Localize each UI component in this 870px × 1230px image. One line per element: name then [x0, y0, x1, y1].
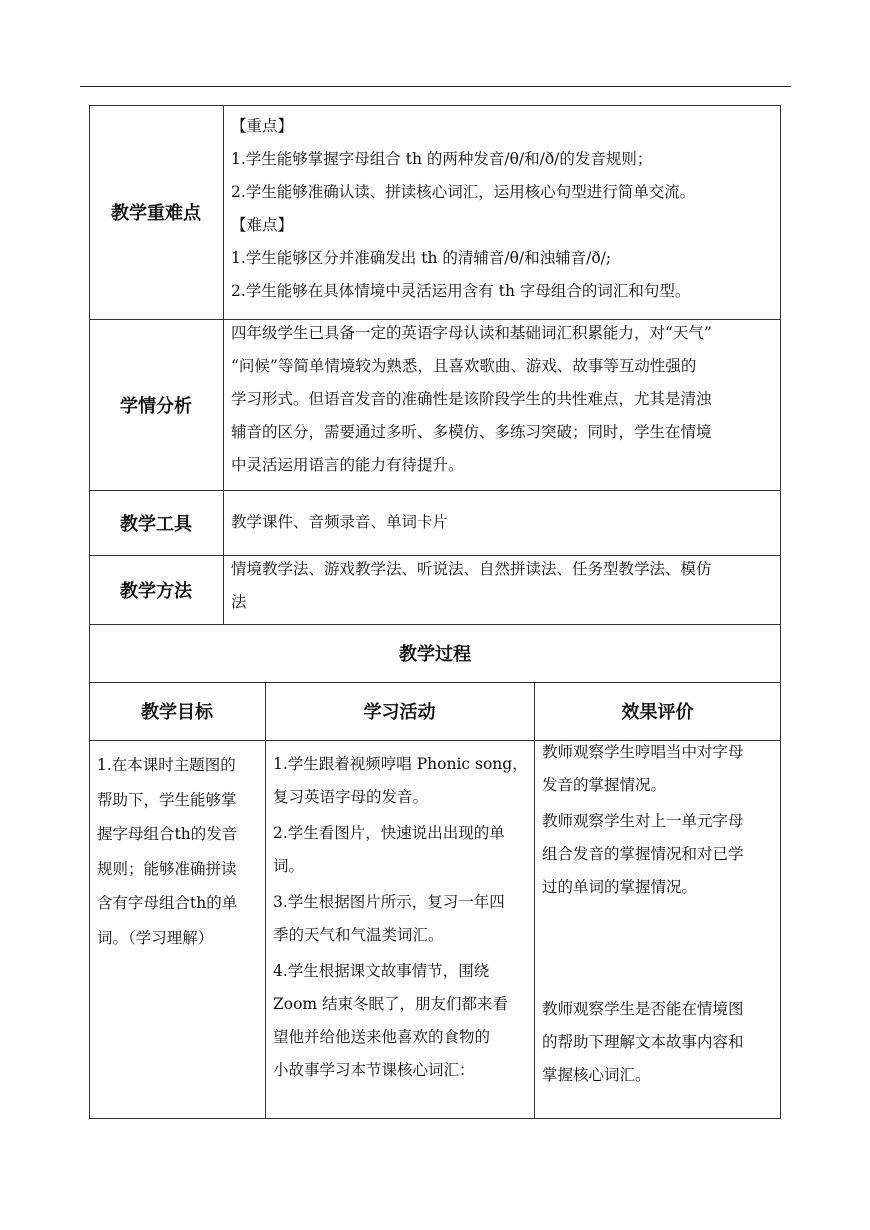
- objective-line: 帮助下，学生能够掌: [97, 790, 237, 809]
- learner-analysis-line: 辅音的区分，需要通过多听、多模仿、多练习突破；同时，学生在情境: [231, 423, 712, 441]
- objective-line: 规则；能够准确拼读: [97, 859, 237, 878]
- activity-line: 望他并给他送来他喜欢的食物的: [273, 1028, 491, 1046]
- activity-item: [273, 817, 531, 883]
- process-title: 教学过程: [399, 644, 471, 665]
- header-activity: 学习活动: [363, 702, 436, 723]
- key-points-line: 1.学生能够掌握字母组合 th 的两种发音/θ/和/ð/的发音规则；: [231, 150, 653, 168]
- evaluation-line: 掌握核心词汇。: [542, 1066, 651, 1084]
- activity-line: 复习英语字母的发音。: [273, 788, 429, 806]
- objective-line: 1.在本课时主题图的: [97, 756, 236, 774]
- header-rule: [80, 86, 791, 87]
- activity-line: 2.学生看图片，快速说出出现的单: [273, 824, 505, 842]
- evaluation-content-top: [542, 736, 778, 904]
- column-divider: [534, 682, 535, 1119]
- objective-line: 握字母组合th的发音: [97, 825, 238, 843]
- tools-content: 教学课件、音频录音、单词卡片: [231, 513, 449, 531]
- activity-content: [273, 748, 531, 1090]
- activity-item: [273, 955, 531, 1087]
- evaluation-line: 教师观察学生哼唱当中对字母: [542, 743, 744, 761]
- header-evaluation: 效果评价: [621, 702, 694, 723]
- activity-item: [273, 748, 531, 814]
- header-objective: 教学目标: [141, 702, 213, 723]
- objective-content: [97, 748, 262, 955]
- learner-analysis-line: 四年级学生已具备一定的英语字母认读和基础词汇积累能力，对“天气”: [231, 324, 712, 342]
- activity-line: 1.学生跟着视频哼唱 Phonic song，: [273, 755, 528, 773]
- activity-line: 小故事学习本节课核心词汇：: [273, 1061, 475, 1079]
- learner-analysis-line: “问候”等简单情境较为熟悉，且喜欢歌曲、游戏、故事等互动性强的: [231, 357, 697, 375]
- evaluation-line: 发音的掌握情况。: [542, 776, 667, 794]
- learner-analysis-content: [231, 317, 779, 482]
- methods-label: 教学方法: [120, 580, 192, 602]
- key-points-label: 教学重难点: [111, 203, 201, 224]
- learner-analysis-line: 学习形式。但语音发音的准确性是该阶段学生的共性难点，尤其是清浊: [231, 390, 712, 408]
- evaluation-content-bottom: [542, 993, 778, 1092]
- evaluation-line: 组合发音的掌握情况和对已学: [542, 845, 744, 863]
- activity-line: 3.学生根据图片所示，复习一年四: [273, 893, 505, 911]
- learner-analysis-label: 学情分析: [120, 395, 192, 417]
- key-points-line: 1.学生能够区分并准确发出 th 的清辅音/θ/和浊辅音/ð/;: [231, 249, 612, 267]
- objective-line: 含有字母组合th的单: [97, 894, 238, 912]
- key-points-line: 【重点】: [231, 117, 294, 135]
- key-points-line: 2.学生能够在具体情境中灵活运用含有 th 字母组合的词汇和句型。: [231, 282, 691, 300]
- activity-item: [273, 886, 531, 952]
- evaluation-line: 教师观察学生对上一单元字母: [542, 812, 744, 830]
- methods-content: [231, 553, 779, 619]
- evaluation-line: 的帮助下理解文本故事内容和: [542, 1033, 744, 1051]
- activity-line: 季的天气和气温类词汇。: [273, 926, 444, 944]
- methods-line: 法: [231, 593, 247, 611]
- activity-line: 词。: [273, 857, 305, 875]
- key-points-line: 2.学生能够准确认读、拼读核心词汇，运用核心句型进行简单交流。: [231, 183, 696, 201]
- learner-analysis-line: 中灵活运用语言的能力有待提升。: [231, 456, 464, 474]
- objective-line: 词。（学习理解）: [97, 928, 214, 947]
- column-divider: [223, 105, 224, 624]
- activity-line: Zoom 结束冬眠了，朋友们都来看: [273, 995, 509, 1013]
- evaluation-line: 过的单词的掌握情况。: [542, 878, 698, 896]
- column-divider: [265, 682, 266, 1119]
- key-points-content: [231, 110, 776, 308]
- methods-line: 情境教学法、游戏教学法、听说法、自然拼读法、任务型教学法、模仿: [231, 560, 712, 578]
- activity-line: 4.学生根据课文故事情节，围绕: [273, 962, 490, 980]
- key-points-line: 【难点】: [231, 216, 294, 234]
- tools-label: 教学工具: [120, 513, 192, 535]
- evaluation-line: 教师观察学生是否能在情境图: [542, 1000, 744, 1018]
